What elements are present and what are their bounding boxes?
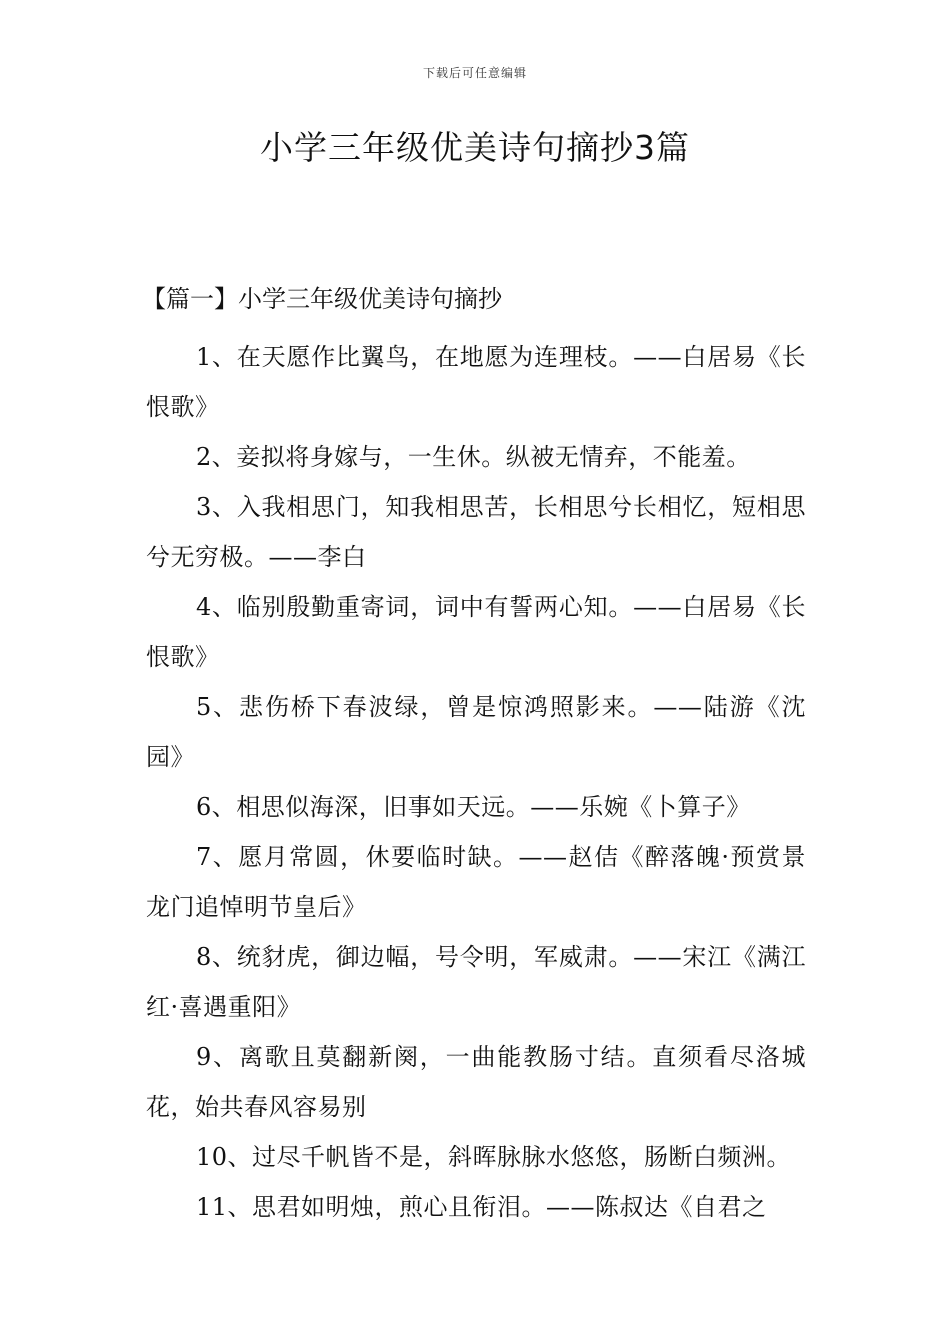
poem-item: 3、入我相思门，知我相思苦，长相思兮长相忆，短相思兮无穷极。——李白 — [146, 493, 806, 571]
poem-item: 8、统豺虎，御边幅，号令明，军威肃。——宋江《满江红·喜遇重阳》 — [146, 943, 806, 1021]
poem-item: 1、在天愿作比翼鸟，在地愿为连理枝。——白居易《长恨歌》 — [146, 343, 806, 421]
document-title: 小学三年级优美诗句摘抄3篇 — [260, 128, 690, 167]
poem-item: 11、思君如明烛，煎心且衔泪。——陈叔达《自君之 — [196, 1193, 767, 1221]
poem-item: 10、过尽千帆皆不是，斜晖脉脉水悠悠，肠断白频洲。 — [196, 1143, 792, 1171]
poem-list — [146, 332, 806, 1232]
poem-item: 4、临别殷勤重寄词，词中有誓两心知。——白居易《长恨歌》 — [146, 593, 806, 671]
poem-item: 9、离歌且莫翻新阕，一曲能教肠寸结。直须看尽洛城花，始共春风容易别 — [146, 1043, 806, 1121]
poem-item: 7、愿月常圆，休要临时缺。——赵佶《醉落魄·预赏景龙门追悼明节皇后》 — [146, 843, 806, 921]
poem-item: 5、悲伤桥下春波绿，曾是惊鸿照影来。——陆游《沈园》 — [146, 693, 806, 771]
section-heading: 【篇一】小学三年级优美诗句摘抄 — [142, 285, 502, 313]
poem-item: 6、相思似海深，旧事如天远。——乐婉《卜算子》 — [196, 793, 751, 821]
poem-item: 2、妾拟将身嫁与，一生休。纵被无情弃，不能羞。 — [196, 443, 751, 471]
header-note: 下载后可任意编辑 — [422, 66, 527, 80]
document-body — [142, 280, 806, 1232]
